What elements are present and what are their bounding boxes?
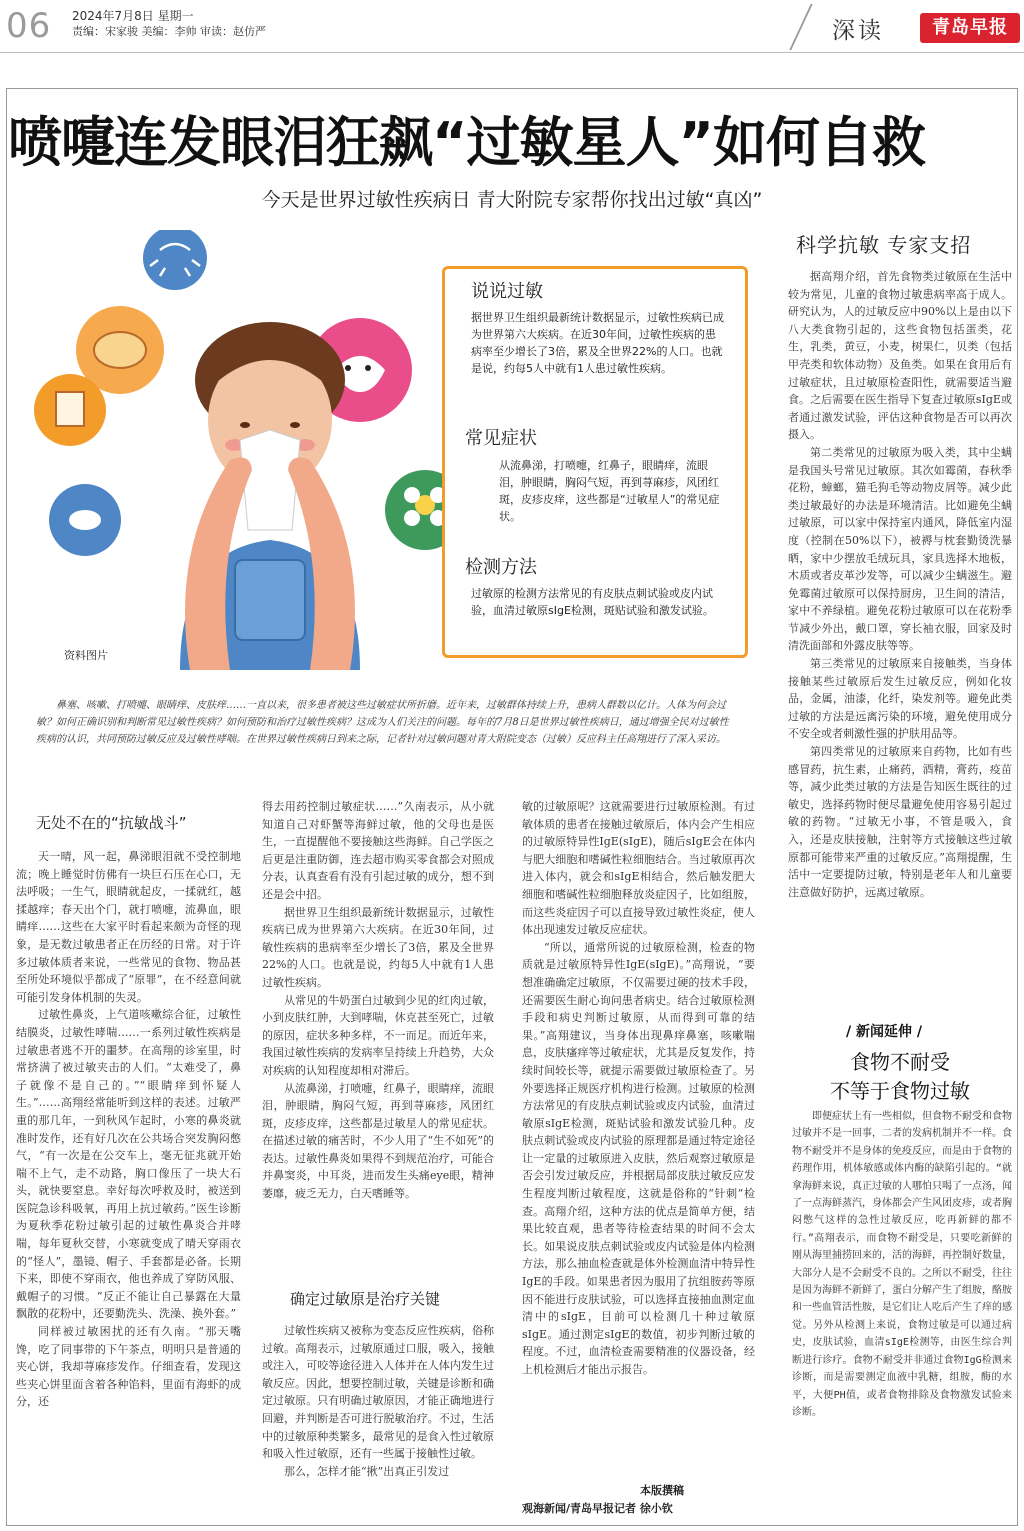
extension-tag-label: 新闻延伸 xyxy=(856,1024,912,1040)
column-3 xyxy=(522,798,755,1520)
col4-title: 科学抗敏 专家支招 xyxy=(796,233,972,257)
extension-title-1: 食物不耐受 xyxy=(850,1050,950,1074)
page-header xyxy=(0,0,1024,52)
info-text-detection: 过敏原的检测方法常见的有皮肤点刺试验或皮内试验，血清过敏原sIgE检测，斑贴试验和激发试验。 xyxy=(471,587,714,617)
image-caption: 资料图片 xyxy=(64,649,108,662)
column-4 xyxy=(788,268,1012,1010)
header-divider xyxy=(789,4,812,50)
paragraph: 同样被过敏困扰的还有久南。“那天嘴馋，吃了同事带的下午茶点，明明只是普通的夹心饼，我却荨麻疹发作。仔细查看，发现这些夹心饼里面含着各种馅料，里面有海虾的成分，还 xyxy=(16,1325,241,1409)
column-1 xyxy=(16,848,241,1518)
info-text-allergy: 据世界卫生组织最新统计数据显示，过敏性疾病已成为世界第六大疾病。在近30年间，过敏性疾病的患病率至少增长了3倍，累及全世界22%的人口。也就是说，约每5人中就有1人患过敏性疾病。 xyxy=(471,311,724,375)
illustration xyxy=(30,230,460,670)
paragraph: 天一晴，风一起，鼻涕眼泪就不受控制地流；晚上睡觉时仿佛有一块巨石压在心口，无法呼吸；一生气，眼睛就起皮，一揉就红，越揉越痒；春天出个门，就打喷嚏，流鼻血，眼睛痒……这些在大家平时看起来颇为奇怪的现象，是无数过敏患者正在历经的日常。对于许多过敏体质者来说，一些常见的食物、物品甚至所处环境似乎都成了“原罪”，在不经意间就可能引发身体机制的失灵。 xyxy=(16,850,241,1004)
paragraph: 第四类常见的过敏原来自药物，比如有些感冒药，抗生素，止痛药，酒精，膏药，疫苗等，减少此类过敏的方法是告知医生既往的过敏史，选择药物时便尽量避免使用容易引起过敏的药物。“过敏无小事，不管是吸入，食入，还是皮肤接触，注射等方式接触这些过敏原都可能带来严重的过敏反应。”高翔提醒，生活中一定要提防过敏，特别是老年人和儿童要注意做好防护，远离过敏原。 xyxy=(788,745,1012,899)
paragraph: “所以，通常所说的过敏原检测，检查的物质就是过敏原特异性IgE(sIgE)。”高翔说，“要想准确确定过敏原，不仅需要过硬的技术手段，还需要医生耐心询问患者病史。结合过敏原检测手段和病史判断过敏原，从而得到可靠的结果。”高翔建议，当身体出现鼻痒鼻塞，咳嗽喘息，皮肤瘙痒等过敏症状，尤其是反复发作，持续时间较长等，就提示需要做过敏原检查了。另外要选择正规医疗机构进行检测。过敏原的检测方法常见的有皮肤点刺试验或皮内试验，血清过敏原sIgE检测，斑贴试验和激发试验几种。皮肤点刺试验或皮内试验的原理都是通过特定途径让一定量的过敏原进入皮肤，然后观察过敏原是否会引发过敏反应，并根据局部皮肤过敏反应发生程度判断过敏程度，这就是俗称的“针刺”检查。高翔介绍，这种方法的优点是简单方便，结果比较直观，患者等待检查结果的时间不会太长。如果说皮肤点刺试验或皮内试验是体内检测方法，那么抽血检查就是体外检测血清中特异性IgE的手段。如果患者因为服用了抗组胺药等原因不能进行皮肤试验，可以选择直接抽血测定血清中的sIgE，目前可以检测几十种过敏原sIgE。通过测定sIgE的数值，初步判断过敏的程度。不过，血清检查需要精准的仪器设备，经上机检测后才能出示报告。 xyxy=(522,940,755,1376)
byline-tag: 本版撰稿 xyxy=(640,1484,684,1497)
paragraph: 过敏性鼻炎，上气道咳嗽综合征，过敏性结膜炎，过敏性哮喘……一系列过敏性疾病是过敏患者逃不开的噩梦。在高翔的诊室里，时常挤满了被过敏夹击的人们。“太难受了，鼻子就像不是自己的。”“眼睛痒到怀疑人生。”……高翔经常能听到这样的表述。过敏严重的那几年，一到秋风乍起时，小寒的鼻炎就准时发作，还有好几次在公共场合突发胸闷憋气，“有一次是在公交车上，毫无征兆就开始喘不上气，走不动路，胸口像压了一块大石头，就快要窒息。幸好每次呼救及时，被送到医院急诊科吸氧，再用上抗过敏药。”医生诊断为夏秋季花粉过敏引起的过敏性鼻炎合并哮喘，每年夏秋交替，小寒就变成了晴天穿雨衣的“怪人”，墨镜、帽子、手套都是必备。长期下来，即使不穿雨衣，他也养成了穿防风服、戴帽子的习惯。“反正不能让自己暴露在大量飘散的花粉中，还要勤洗头、洗澡、换外套。” xyxy=(16,1008,241,1321)
intro-paragraph: 鼻塞、咳嗽、打喷嚏、眼睛痒、皮肤痒……一直以来，很多患者被这些过敏症状所折磨。近年来，过敏群体持续上升，患病人群数以亿计。人体为何会过敏？如何正确识别和判断常见过敏性疾病？如何预防和治疗过敏性疾病？这成为人们关注的问题。每年的7月8日是世界过敏性疾病日，通过增强全民对过敏性疾病的认识，共同预防过敏反应及过敏性哮喘。在世界过敏性疾病日到来之际，记者针对过敏问题对青大附院变态（过敏）反应科主任高翔进行了深入采访。 xyxy=(36,700,729,745)
paragraph: 从流鼻涕，打喷嚏，红鼻子，眼睛痒，流眼泪，肿眼睛，胸闷气短，再到荨麻疹，风团红斑，皮疹皮痒，这些都是过敏星人的常见症状。在描述过敏的痛苦时，不少人用了“生不如死”的表达。过敏性鼻炎如果得不到规范治疗，可能合并鼻窦炎，中耳炎，进而发生头痛eye眼，精神萎靡，疲乏无力，白天嗜睡等。 xyxy=(262,1081,494,1201)
extension-tag: / 新闻延伸 / xyxy=(846,1024,922,1040)
extension-body: 即便症状上有一些相似，但食物不耐受和食物过敏并不是一回事，二者的发病机制并不一样。食物不耐受并不是身体的免疫反应，而是由于食物的药理作用，机体敏感或体内酶的缺陷引起的。“就拿海鲜来说，真正过敏的人哪怕只喝了一点汤，闻了一点海鲜蒸汽，身体都会产生风团皮疹，或者胸闷憋气这样的急性过敏反应，吃再新鲜的都不行。”高翔表示，而食物不耐受是，只要吃新鲜的刚从海里捕捞回来的，活的海鲜，再控制好数量，大部分人是不会耐受不良的。之所以不耐受，往往是因为海鲜不新鲜了，蛋白分解产生了组胺，酪胺和一些血管活性胺，是它们让人吃后产生了痒的感觉。另外从检测上来说，食物过敏是可以通过病史，皮肤试验，血清sIgE检测等，由医生综合判断进行诊疗。食物不耐受并非通过食物IgG检测来诊断，而是需要测定血液中乳糖，组胺，酶的水平，大便PH值，或者食物排除及食物激发试验来诊断。 xyxy=(792,1111,1012,1418)
col1-title: 无处不在的“抗敏战斗” xyxy=(36,814,187,832)
info-title-symptoms: 常见症状 xyxy=(465,428,537,449)
page-number: 06 xyxy=(6,6,52,46)
info-text-symptoms: 从流鼻涕，打喷嚏，红鼻子，眼睛痒，流眼泪，肿眼睛，胸闷气短，再到荨麻疹，风团红斑，皮疹皮痒，这些都是“过敏星人”的常见症状。 xyxy=(499,459,720,523)
column-2-lower xyxy=(262,1322,494,1522)
extension-title-2: 不等于食物过敏 xyxy=(830,1079,970,1103)
col2-title: 确定过敏原是治疗关键 xyxy=(290,1290,441,1308)
info-box xyxy=(442,266,748,658)
byline: 观海新闻/青岛早报记者 徐小钦 xyxy=(522,1502,673,1515)
issue-date: 2024年7月8日 星期一 xyxy=(72,9,194,23)
paragraph: 那么，怎样才能“揪”出真正引发过 xyxy=(284,1464,450,1478)
tissue xyxy=(240,430,300,530)
info-title-detection: 检测方法 xyxy=(465,557,537,578)
info-title-allergy: 说说过敏 xyxy=(471,281,543,302)
header-rule xyxy=(0,52,1024,53)
paragraph: 过敏性疾病又被称为变态反应性疾病，俗称过敏。高翔表示，过敏原通过口服，吸入，接触或注入，可咬等途径进入人体并在人体内发生过敏反应。因此，想要控制过敏，关键是诊断和确定过敏原。只有明确过敏原因，才能正确地进行回避，并判断是否可进行脱敏治疗。不过，生活中的过敏原种类繁多，最常见的是食入性过敏原和吸入性过敏原，还有一些属于接触性过敏。 xyxy=(262,1324,494,1461)
paragraph: 第三类常见的过敏原来自接触类，当身体接触某些过敏原后发生过敏反应，例如化妆品，金属，油漆，化纤，染发剂等。避免此类过敏的方法是远离污染的环境，避免使用成分不安全或者刺激性强的护肤用品等。 xyxy=(788,657,1012,741)
paragraph: 从常见的牛奶蛋白过敏到少见的红肉过敏，小到皮肤红肿，大到哮喘，休克甚至死亡，过敏的原因，症状多种多样，不一而足。而近年来，我国过敏性疾病的发病率呈持续上升趋势，大众对疾病的认知程度却相对滞后。 xyxy=(262,993,494,1077)
dust-mite-icon xyxy=(143,230,207,290)
editor-credits: 责编：宋家骏 美编：李帅 审读：赵仿严 xyxy=(72,25,266,38)
paragraph: 敏的过敏原呢？这就需要进行过敏原检测。有过敏体质的患者在接触过敏原后，体内会产生相应的过敏原特异性IgE(sIgE)，随后sIgE会在体内与肥大细胞和嗜碱性粒细胞结合。当过敏原再次进入体内，就会和sIgE相结合，然后触发肥大细胞和嗜碱性粒细胞释放炎症因子，比如组胺，而这些炎症因子可以直接导致过敏性炎症，使人体出现速发过敏反应症状。 xyxy=(522,800,755,937)
paragraph: 第二类常见的过敏原为吸入类，其中尘螨是我国头号常见过敏原。其次如霉菌，春秋季花粉，蟑螂，猫毛狗毛等动物皮屑等。减少此类过敏最好的办法是环境清洁。比如避免尘螨过敏原，可以家中保持室内通风，降低室内湿度（控制在50%以下），被褥与枕套勤烫洗暴晒，家中少摆放毛绒玩具，家具选择木地板，木质或者皮革沙发等，可以减少尘螨滋生。避免霉菌过敏原可以保持厨房，卫生间的清洁，家中不养绿植。避免花粉过敏原可以在花粉季节减少外出，戴口罩，穿长袖衣服，回家及时清洗面部和外露皮肤等等。 xyxy=(788,445,1012,653)
subheadline: 今天是世界过敏性疾病日 青大附院专家帮你找出过敏“真凶” xyxy=(261,189,763,211)
paragraph: 得去用药控制过敏症状……”久南表示，从小就知道自己对虾蟹等海鲜过敏，他的父母也是医生，一直提醒他不要接触这些海鲜。自己学医之后更是注重防御，连去超市购买零食都会对照成分表，认真查看有没有引起过敏的成分，想不到还是会中招。 xyxy=(262,800,494,901)
paragraph: 据高翔介绍，首先食物类过敏原在生活中较为常见，儿童的食物过敏患病率高于成人。研究认为，人的过敏反应中90%以上是由以下八大类食物引起的，这些食物包括蛋类，花生，乳类，黄豆，小麦，树果仁，贝类（包括甲壳类和软体动物）及鱼类。如果在食用后有过敏症状，且过敏原检查阳性，就需要适当避食。之后需要在医生指导下复查过敏原sIgE或者通过激发试验，评估这种食物是否可以再次摄入。 xyxy=(788,270,1012,442)
sneezing-person-illustration xyxy=(30,230,460,670)
paragraph: 据世界卫生组织最新统计数据显示，过敏性疾病已成为世界第六大疾病。在近30年间，过敏性疾病的患病率至少增长了3倍，累及全世界22%的人口。也就是说，约每5人中就有1人患过敏性疾病。 xyxy=(262,905,494,989)
headline: 喷嚏连发眼泪狂飙“过敏星人”如何自救 xyxy=(8,111,925,174)
header-meta xyxy=(72,8,266,40)
newspaper-logo: 青岛早报 xyxy=(920,13,1020,43)
section-name: 深读 xyxy=(832,18,884,44)
